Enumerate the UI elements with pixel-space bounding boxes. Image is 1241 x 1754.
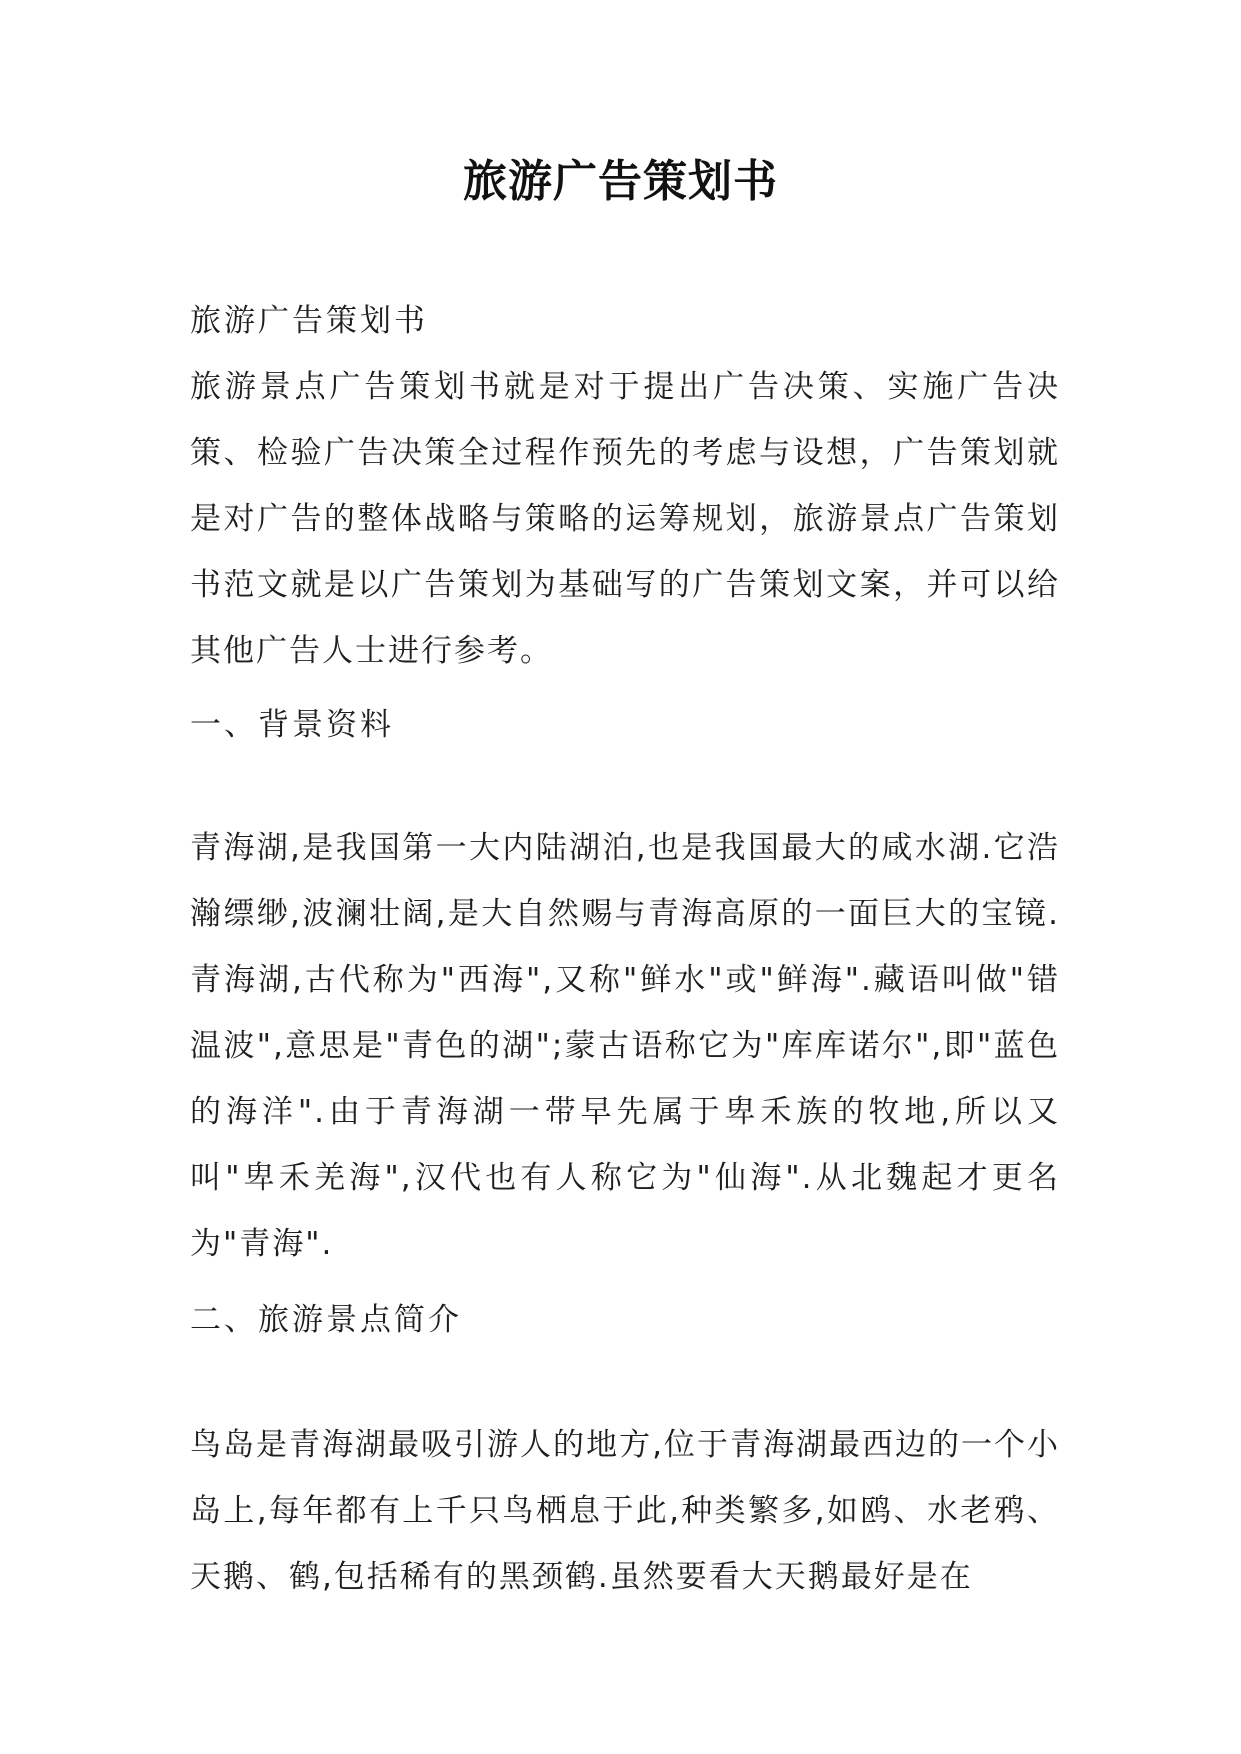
document-subtitle: 旅游广告策划书: [190, 303, 428, 339]
scenic-intro-paragraph: 鸟岛是青海湖最吸引游人的地方,位于青海湖最西边的一个小岛上,每年都有上千只鸟栖息于此,种类繁多,如鸥、水老鸦、天鹅、鹤,包括稀有的黑颈鹤.虽然要看大天鹅最好是在: [190, 1427, 1060, 1595]
document-title: 旅游广告策划书: [463, 156, 778, 207]
background-paragraph: 青海湖,是我国第一大内陆湖泊,也是我国最大的咸水湖.它浩瀚缥缈,波澜壮阔,是大自然赐与青海高原的一面巨大的宝镜.青海湖,古代称为"西海",又称"鲜水"或"鲜海".藏语叫做"错温波",意思是"青色的湖";蒙古语称它为"库库诺尔",即"蓝色的海洋".由于青海湖一带早先属于卑禾族的牧地,所以又叫"卑禾羌海",汉代也有人称它为"仙海".从北魏起才更名为"青海".: [190, 830, 1060, 1262]
section-heading-scenic-intro: 二、旅游景点简介: [190, 1302, 462, 1338]
intro-paragraph: 旅游景点广告策划书就是对于提出广告决策、实施广告决策、检验广告决策全过程作预先的考虑与设想，广告策划就是对广告的整体战略与策略的运筹规划，旅游景点广告策划书范文就是以广告策划为基础写的广告策划文案，并可以给其他广告人士进行参考。: [190, 369, 1060, 669]
section-heading-background: 一、背景资料: [190, 707, 394, 743]
